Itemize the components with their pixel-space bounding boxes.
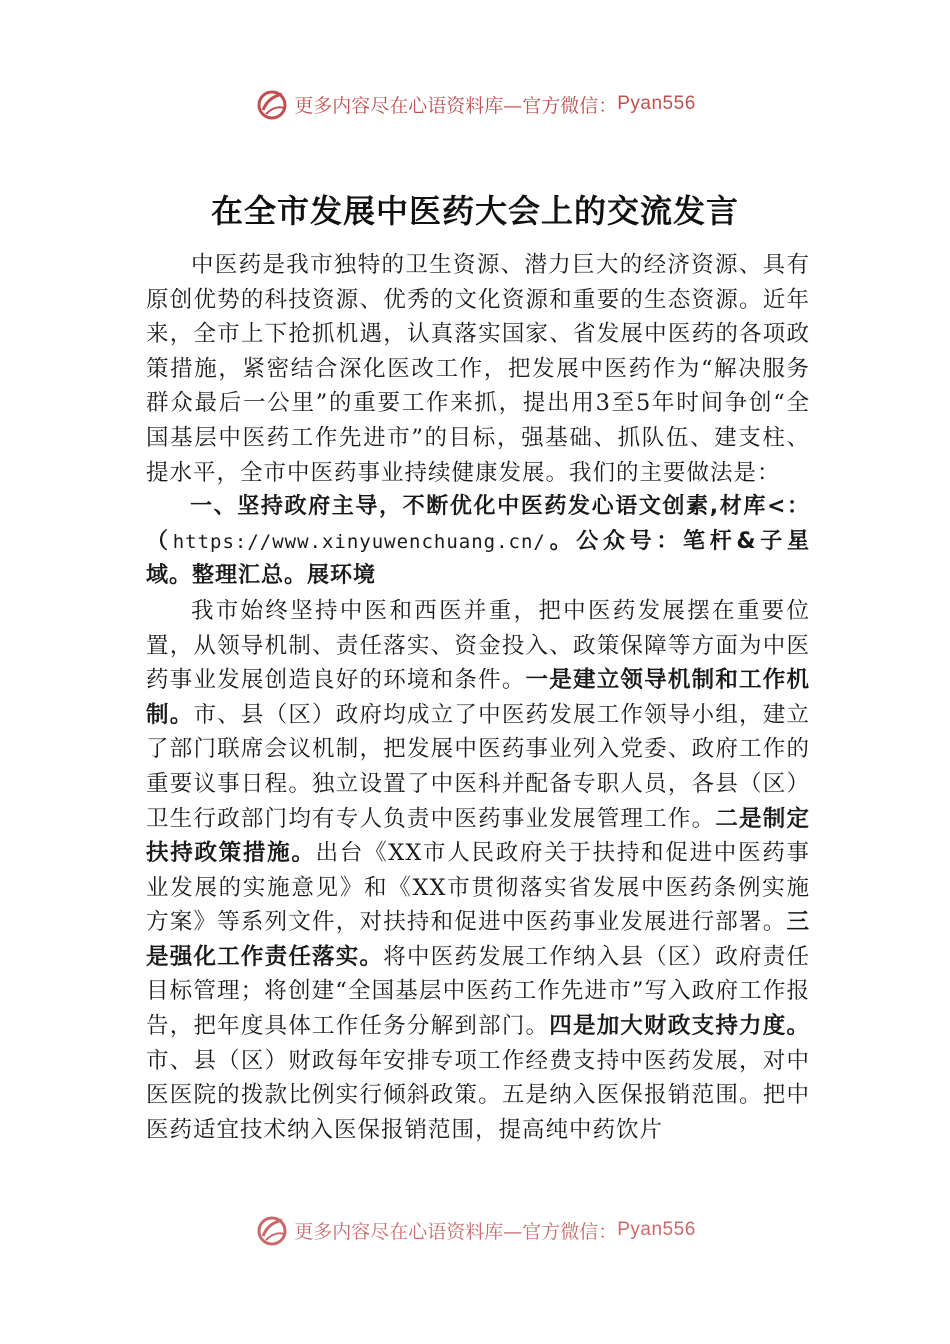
calligraphy-logo-icon: [254, 1212, 290, 1248]
source-url: https://www.xinyuwenchuang.cn/: [172, 530, 546, 553]
document-body: [146, 248, 810, 1147]
section-heading-part1: 一、坚持政府主导，不断优化中医药发心语文创素,材库<：（: [146, 494, 810, 554]
document-title: 在全市发展中医药大会上的交流发言: [210, 192, 739, 230]
banner-text: 更多内容尽在心语资料库—官方微信：: [294, 94, 618, 117]
footer-watermark-banner: [0, 1208, 950, 1252]
calligraphy-logo-icon: [254, 86, 290, 122]
text-run: 出台《XX市人民政府关于扶持和促进中医药事业发展的实施意见》和《XX市贯彻落实省发展中医药条例实施方案》等系列文件，对扶持和促进中医药事业发展进行部署。: [146, 840, 810, 936]
bold-run: 四是加大财政支持力度。: [549, 1013, 810, 1040]
intro-paragraph: 中医药是我市独特的卫生资源、潜力巨大的经济资源、具有原创优势的科技资源、优秀的文化资源和重要的生态资源。近年来，全市上下抢抓机遇，认真落实国家、省发展中医药的各项政策措施，紧密结合深化医改工作，把发展中医药作为“解决服务群众最后一公里”的重要工作来抓，提出用3至5年时间争创“全国基层中医药工作先进市”的目标，强基础、抓队伍、建支柱、提水平，全市中医药事业持续健康发展。我们的主要做法是：: [146, 252, 810, 486]
section-heading-part2: 。公众号：笔杆&子星域。整理汇总。展环境: [146, 528, 810, 589]
text-run: 市、县（区）政府均成立了中医药发展工作领导小组，建立了部门联席会议机制，把发展中医药事业列入党委、政府工作的重要议事日程。独立设置了中医科并配备专职人员，各县（区）卫生行政部门均有专人负责中医药事业发展管理工作。: [146, 701, 810, 832]
bold-run: 三是强化工作责任落实。: [146, 909, 810, 970]
bold-run: 一是建立领导机制和工作机制。: [146, 667, 810, 728]
section-paragraph-1: [146, 594, 810, 1148]
banner-text: 更多内容尽在心语资料库—官方微信：: [294, 1220, 618, 1243]
banner-wechat-id: Pyan556: [617, 93, 696, 114]
text-run: 将中医药发展工作纳入县（区）政府责任目标管理；将创建“全国基层中医药工作先进市”写入政府工作报告，把年度具体工作任务分解到部门。: [146, 943, 810, 1040]
header-watermark-banner: [0, 82, 950, 126]
text-run: 市、县（区）财政每年安排专项工作经费支持中医药发展，对中医医院的拨款比例实行倾斜政策。五是纳入医保报销范围。把中医药适宜技术纳入医保报销范围，提高纯中药饮片: [146, 1047, 810, 1143]
text-run: 我市始终坚持中医和西医并重，把中医药发展摆在重要位置，从领导机制、责任落实、资金投入、政策保障等方面为中医药事业发展创造良好的环境和条件。: [146, 597, 810, 694]
banner-wechat-id: Pyan556: [617, 1219, 696, 1240]
bold-run: 二是制定扶持政策措施。: [146, 805, 810, 867]
section-heading-1: [146, 490, 810, 594]
